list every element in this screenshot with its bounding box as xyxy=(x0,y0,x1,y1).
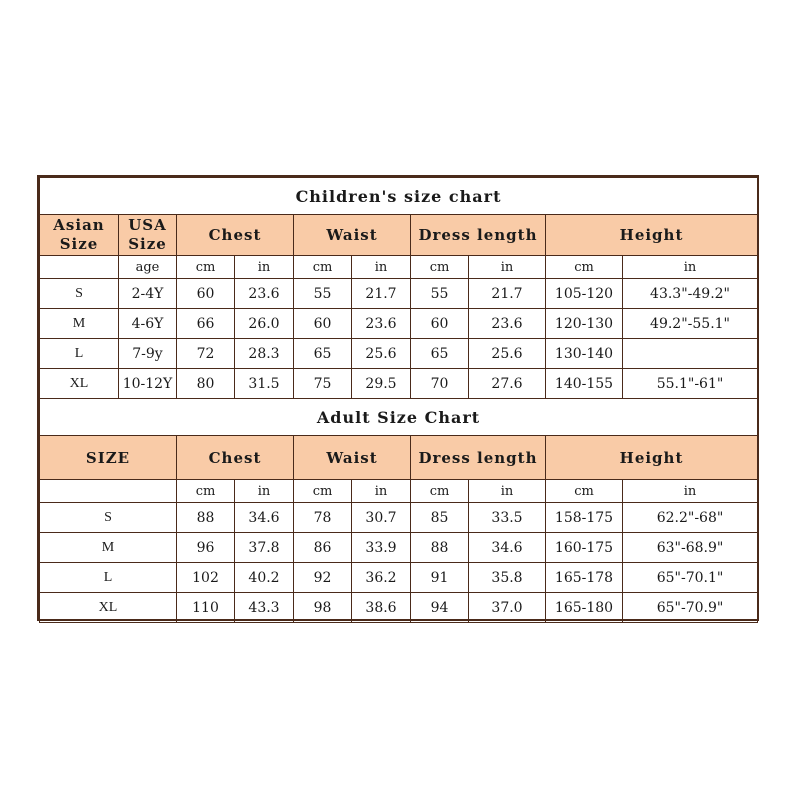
size-chart-table xyxy=(39,177,758,623)
chest-cm-value: 102 xyxy=(177,563,235,593)
size-header: SIZE xyxy=(40,436,177,480)
children-chart-title: Children's size chart xyxy=(40,178,758,215)
waist-in-value: 29.5 xyxy=(352,369,411,399)
height-in-value: 65"-70.1" xyxy=(623,563,758,593)
length-cm-value: 60 xyxy=(411,309,469,339)
height-in-value: 62.2"-68" xyxy=(623,503,758,533)
waist-cm-value: 92 xyxy=(294,563,352,593)
table-row xyxy=(40,563,758,593)
waist-cm-value: 60 xyxy=(294,309,352,339)
age-value: 10-12Y xyxy=(119,369,177,399)
chest-in-value: 31.5 xyxy=(235,369,294,399)
length-in-value: 23.6 xyxy=(469,309,546,339)
waist-cm-value: 75 xyxy=(294,369,352,399)
unit-label: in xyxy=(235,256,294,279)
size-chart xyxy=(37,175,759,621)
chest-in-value: 23.6 xyxy=(235,279,294,309)
adult-chart-title: Adult Size Chart xyxy=(40,399,758,436)
unit-label: cm xyxy=(177,480,235,503)
unit-label: in xyxy=(235,480,294,503)
age-value: 2-4Y xyxy=(119,279,177,309)
waist-in-value: 36.2 xyxy=(352,563,411,593)
size-label: L xyxy=(40,339,119,369)
age-value: 7-9y xyxy=(119,339,177,369)
length-cm-value: 94 xyxy=(411,593,469,623)
height-cm-value: 165-178 xyxy=(546,563,623,593)
table-row xyxy=(40,369,758,399)
waist-cm-value: 98 xyxy=(294,593,352,623)
dress-length-header: Dress length xyxy=(411,215,546,256)
size-label: XL xyxy=(40,369,119,399)
waist-header: Waist xyxy=(294,215,411,256)
unit-label: cm xyxy=(177,256,235,279)
size-label: M xyxy=(40,309,119,339)
chest-cm-value: 110 xyxy=(177,593,235,623)
chest-cm-value: 72 xyxy=(177,339,235,369)
chest-cm-value: 80 xyxy=(177,369,235,399)
height-cm-value: 120-130 xyxy=(546,309,623,339)
height-in-value: 49.2"-55.1" xyxy=(623,309,758,339)
unit-label: age xyxy=(119,256,177,279)
table-row xyxy=(40,279,758,309)
chest-in-value: 28.3 xyxy=(235,339,294,369)
height-cm-value: 105-120 xyxy=(546,279,623,309)
waist-cm-value: 78 xyxy=(294,503,352,533)
size-label: S xyxy=(40,503,177,533)
unit-label: in xyxy=(469,480,546,503)
height-in-value: 63"-68.9" xyxy=(623,533,758,563)
waist-cm-value: 55 xyxy=(294,279,352,309)
size-label: XL xyxy=(40,593,177,623)
length-in-value: 34.6 xyxy=(469,533,546,563)
waist-in-value: 33.9 xyxy=(352,533,411,563)
unit-label: cm xyxy=(294,480,352,503)
chest-in-value: 34.6 xyxy=(235,503,294,533)
table-row xyxy=(40,309,758,339)
unit-label: in xyxy=(469,256,546,279)
size-label: S xyxy=(40,279,119,309)
unit-label: cm xyxy=(294,256,352,279)
height-cm-value: 140-155 xyxy=(546,369,623,399)
size-label: L xyxy=(40,563,177,593)
length-in-value: 35.8 xyxy=(469,563,546,593)
table-row xyxy=(40,339,758,369)
waist-in-value: 25.6 xyxy=(352,339,411,369)
waist-in-value: 30.7 xyxy=(352,503,411,533)
unit-blank xyxy=(40,480,177,503)
chest-header: Chest xyxy=(177,215,294,256)
height-in-value xyxy=(623,339,758,369)
unit-label: in xyxy=(623,480,758,503)
height-in-value: 65"-70.9" xyxy=(623,593,758,623)
usa-size-header: USA Size xyxy=(119,215,177,256)
waist-in-value: 38.6 xyxy=(352,593,411,623)
unit-label: in xyxy=(352,480,411,503)
length-cm-value: 85 xyxy=(411,503,469,533)
length-in-value: 21.7 xyxy=(469,279,546,309)
length-cm-value: 65 xyxy=(411,339,469,369)
length-in-value: 27.6 xyxy=(469,369,546,399)
chest-cm-value: 96 xyxy=(177,533,235,563)
chest-in-value: 26.0 xyxy=(235,309,294,339)
chest-in-value: 43.3 xyxy=(235,593,294,623)
length-cm-value: 70 xyxy=(411,369,469,399)
height-in-value: 43.3"-49.2" xyxy=(623,279,758,309)
age-value: 4-6Y xyxy=(119,309,177,339)
waist-in-value: 21.7 xyxy=(352,279,411,309)
table-row xyxy=(40,503,758,533)
unit-label: cm xyxy=(411,256,469,279)
waist-cm-value: 65 xyxy=(294,339,352,369)
waist-header: Waist xyxy=(294,436,411,480)
length-cm-value: 91 xyxy=(411,563,469,593)
waist-in-value: 23.6 xyxy=(352,309,411,339)
height-in-value: 55.1"-61" xyxy=(623,369,758,399)
size-label: M xyxy=(40,533,177,563)
chest-cm-value: 60 xyxy=(177,279,235,309)
length-in-value: 33.5 xyxy=(469,503,546,533)
length-cm-value: 88 xyxy=(411,533,469,563)
dress-length-header: Dress length xyxy=(411,436,546,480)
unit-label: cm xyxy=(546,480,623,503)
unit-label: in xyxy=(352,256,411,279)
height-cm-value: 130-140 xyxy=(546,339,623,369)
length-cm-value: 55 xyxy=(411,279,469,309)
height-cm-value: 160-175 xyxy=(546,533,623,563)
length-in-value: 25.6 xyxy=(469,339,546,369)
asian-size-header: Asian Size xyxy=(40,215,119,256)
chest-in-value: 40.2 xyxy=(235,563,294,593)
chest-header: Chest xyxy=(177,436,294,480)
unit-label: cm xyxy=(546,256,623,279)
unit-blank xyxy=(40,256,119,279)
height-header: Height xyxy=(546,436,758,480)
table-row xyxy=(40,593,758,623)
chest-in-value: 37.8 xyxy=(235,533,294,563)
height-cm-value: 158-175 xyxy=(546,503,623,533)
chest-cm-value: 66 xyxy=(177,309,235,339)
waist-cm-value: 86 xyxy=(294,533,352,563)
height-cm-value: 165-180 xyxy=(546,593,623,623)
table-row xyxy=(40,533,758,563)
unit-label: cm xyxy=(411,480,469,503)
unit-label: in xyxy=(623,256,758,279)
chest-cm-value: 88 xyxy=(177,503,235,533)
height-header: Height xyxy=(546,215,758,256)
length-in-value: 37.0 xyxy=(469,593,546,623)
